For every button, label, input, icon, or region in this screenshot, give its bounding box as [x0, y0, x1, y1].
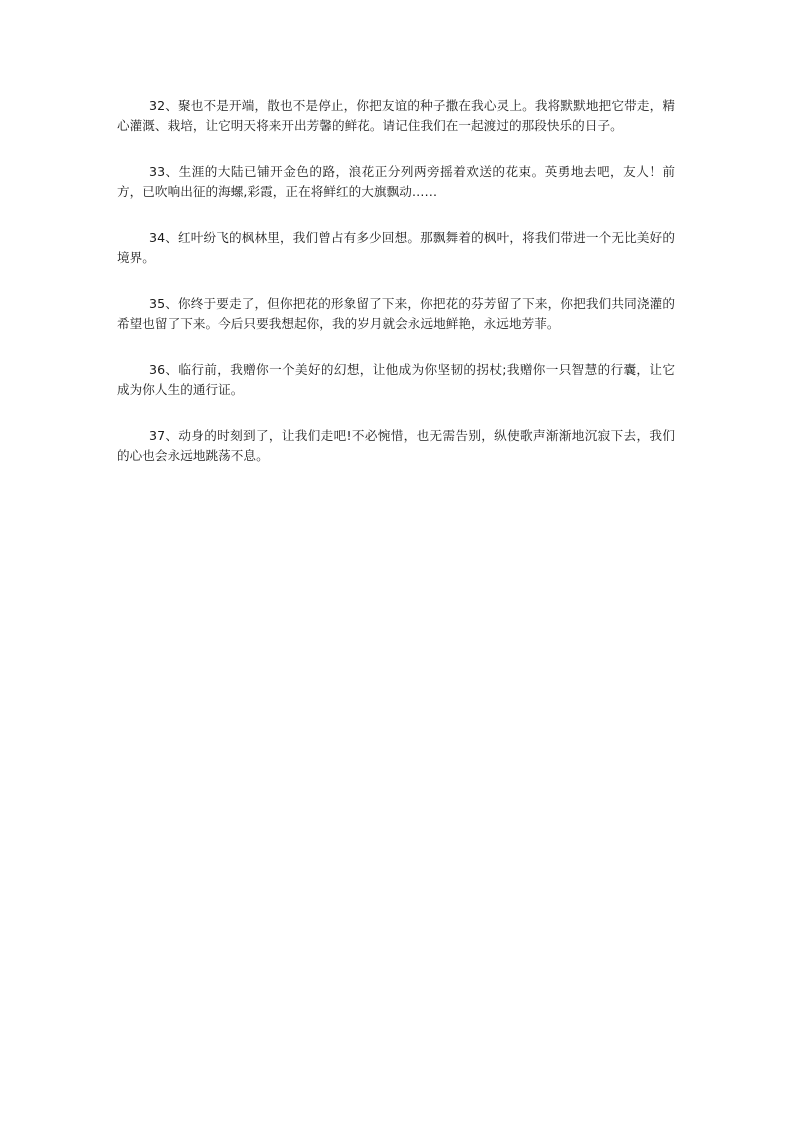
paragraph-34: 34、红叶纷飞的枫林里，我们曾占有多少回想。那飘舞着的枫叶，将我们带进一个无比美好的境界。	[117, 230, 675, 265]
paragraph-35: 35、你终于要走了，但你把花的形象留了下来，你把花的芬芳留了下来，你把我们共同浇灌的希望也留了下来。今后只要我想起你，我的岁月就会永远地鲜艳，永远地芳菲。	[117, 296, 675, 331]
paragraph-32: 32、聚也不是开端，散也不是停止，你把友谊的种子撒在我心灵上。我将默默地把它带走，精心灌溉、栽培，让它明天将来开出芳馨的鲜花。请记住我们在一起渡过的那段快乐的日子。	[117, 98, 675, 133]
paragraph-36: 36、临行前，我赠你一个美好的幻想，让他成为你坚韧的拐杖;我赠你一只智慧的行囊，让它成为你人生的通行证。	[117, 362, 675, 397]
paragraph-33: 33、生涯的大陆已铺开金色的路，浪花正分列两旁摇着欢送的花束。英勇地去吧，友人！前方，已吹响出征的海螺,彩霞，正在将鲜红的大旗飘动……	[117, 164, 675, 199]
document-body	[117, 96, 675, 492]
paragraph-37: 37、动身的时刻到了，让我们走吧!不必惋惜，也无需告别，纵使歌声渐渐地沉寂下去，我们的心也会永远地跳荡不息。	[117, 428, 675, 463]
